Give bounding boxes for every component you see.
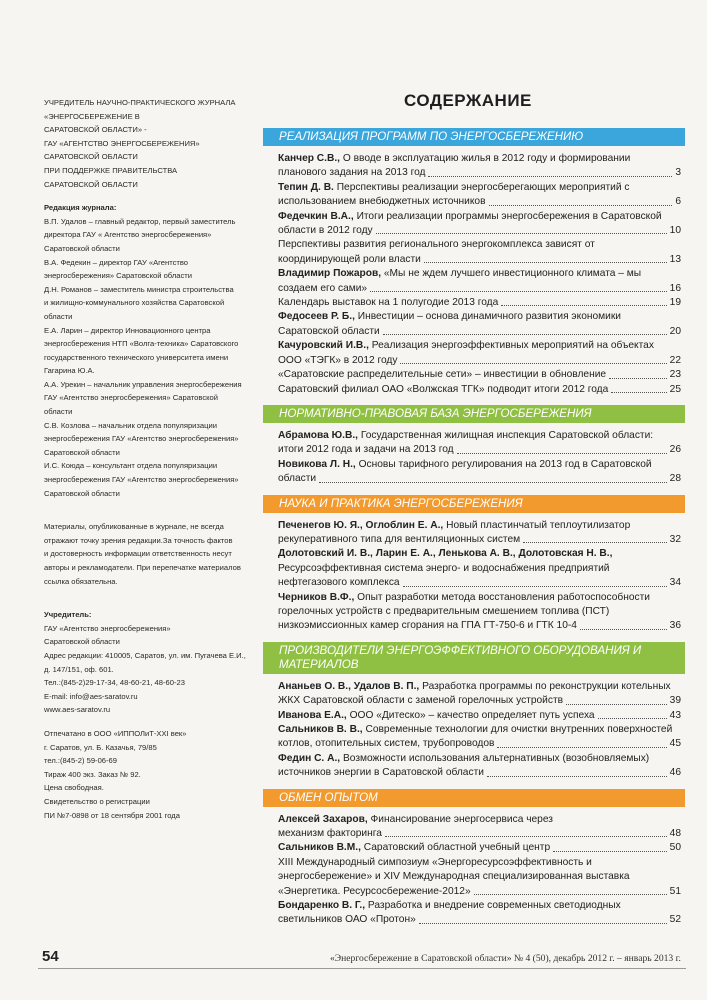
section-entries (263, 429, 685, 487)
print-line: г. Саратов, ул. Б. Казачья, 79/85 (44, 742, 157, 752)
toc-leader-dots (419, 923, 667, 924)
toc-entry-line[interactable] (278, 383, 681, 397)
founder-line: «ЭНЕРГОСБЕРЕЖЕНИЕ В (44, 111, 140, 121)
toc-entry-text: котлов, отопительных систем, трубопроводов (278, 738, 495, 750)
publisher-line: E-mail: info@aes-saratov.ru (44, 691, 138, 701)
toc-author: Абрамова Ю.В., (278, 429, 359, 441)
toc-page-number: 45 (669, 738, 681, 750)
toc-leader-dots (489, 205, 673, 206)
toc-leader-dots (598, 718, 667, 719)
editorial-line: Гагарина Ю.А. (44, 366, 95, 376)
editorial-line: Саратовской области (44, 447, 120, 457)
toc-page-number: 52 (669, 914, 681, 926)
toc-entry-line[interactable] (278, 282, 681, 296)
toc-entry-line[interactable] (278, 533, 681, 547)
toc-entry-text: использованием внебюджетных источников (278, 196, 486, 208)
toc-leader-dots (523, 542, 667, 543)
section-heading: НАУКА И ПРАКТИКА ЭНЕРГОСБЕРЕЖЕНИЯ (263, 495, 685, 513)
editorial-line: А.А. Урекин – начальник управления энергосбережения (44, 379, 242, 389)
disclaimer-line: ссылка обязательна. (44, 576, 118, 586)
toc-entry-text: ЖКХ Саратовской области с заменой горелочных устройств (278, 695, 564, 707)
toc-entry-text: Инвестиции – основа динамичного развития экономики (357, 311, 621, 323)
section-heading: НОРМАТИВНО-ПРАВОВАЯ БАЗА ЭНЕРГОСБЕРЕЖЕНИЯ (263, 405, 685, 423)
disclaimer-line: авторы и рекламодатели. При перепечатке материалов (44, 563, 241, 572)
toc-page-number: 6 (675, 196, 681, 208)
toc-author: Качуровский И.В., (278, 340, 369, 352)
toc-entry-line[interactable] (278, 547, 681, 576)
masthead-column (44, 96, 256, 822)
toc-entry-line[interactable] (278, 310, 681, 324)
toc-leader-dots (553, 851, 667, 852)
toc-page-number: 20 (669, 325, 681, 337)
toc-entry-line[interactable] (278, 267, 681, 281)
toc-entry-text: Итоги реализации программы энергосбережения в Саратовской (356, 210, 662, 222)
toc-entry-text: Разработка программы по реконструкции котельных (422, 680, 671, 692)
toc-entry-line[interactable] (278, 224, 681, 238)
toc-entry-text: Современные технологии для очистки внутренних поверхностей (365, 724, 673, 735)
toc-leader-dots (474, 894, 667, 895)
toc-leader-dots (580, 629, 667, 630)
editorial-line: директора ГАУ « Агентство энергосбережения» (44, 230, 212, 240)
editorial-line: ГАУ «Агентство энергосбережения» Саратовской (44, 393, 219, 403)
toc-entry-text: Ресурсоэффективная система энерго- и водоснабжения предприятий (278, 562, 610, 574)
section-entries (263, 813, 685, 928)
toc-leader-dots (385, 836, 667, 837)
toc-entry-text: Возможности использования альтернативных (возобновляемых) (342, 752, 650, 764)
toc-author: Бондаренко В. Г., (278, 900, 366, 912)
toc-page-number: 22 (669, 354, 681, 366)
toc-entry-text: горелочных устройств с предварительным смешением топлива (ПСТ) (278, 605, 610, 617)
toc-page-number: 3 (675, 167, 681, 179)
toc-author: Алексей Захаров, (278, 813, 368, 825)
publisher-line: ГАУ «Агентство энергосбережения» (44, 623, 171, 633)
toc-author: Ананьев О. В., Удалов В. П., (278, 680, 420, 692)
toc-author: Владимир Пожаров, (278, 268, 382, 280)
toc-entry-text: области в 2012 году (278, 225, 373, 237)
toc-page-number: 36 (669, 620, 681, 632)
editorial-line: энергосбережения» Саратовской области (44, 271, 192, 281)
editorial-heading: Редакция журнала: (44, 203, 117, 213)
toc-entry-line[interactable] (278, 766, 681, 780)
toc-entry-text: Календарь выставок на 1 полугодие 2013 года (278, 297, 499, 309)
toc-entry-text: «Мы не ждем лучшего инвестиционного климата – мы (383, 268, 642, 280)
toc-page-number: 34 (669, 577, 681, 589)
toc-entry-line[interactable] (278, 443, 681, 457)
founder-block (44, 96, 256, 191)
page-title: СОДЕРЖАНИЕ (404, 91, 532, 110)
toc-entry-line[interactable] (278, 458, 681, 472)
toc-entry-line[interactable] (278, 591, 681, 605)
toc-entry-line[interactable] (278, 181, 681, 195)
toc-entry-text: итоги 2012 года и задачи на 2013 год (278, 444, 454, 456)
toc-entry-text: Саратовский областной учебный центр (363, 842, 551, 854)
editorial-line: Е.А. Ларин – директор Инновационного центра (44, 325, 211, 335)
toc-page-number: 23 (669, 369, 681, 381)
toc-entry-text: создаем его сами» (278, 282, 368, 294)
toc-entry-text: ООО «ТЭГК» в 2012 году (278, 354, 398, 366)
editorial-board (44, 215, 256, 500)
publisher-line: Адрес редакции: 410005, Саратов, ул. им. Пугачева Е.И., (44, 650, 246, 660)
toc-entry-line[interactable] (278, 605, 681, 619)
section-heading: ПРОИЗВОДИТЕЛИ ЭНЕРГОЭФФЕКТИВНОГО ОБОРУДОВАНИЯ И МАТЕРИАЛОВ (263, 642, 685, 674)
toc-entry-text: Основы тарифного регулирования на 2013 год в Саратовской (358, 458, 652, 470)
toc-page-number: 46 (669, 767, 681, 779)
toc-entry-line[interactable] (278, 238, 681, 252)
toc-entry-line[interactable] (278, 519, 681, 533)
toc-author: Тепин Д. В. (278, 181, 334, 193)
founder-line: УЧРЕДИТЕЛЬ НАУЧНО-ПРАКТИЧЕСКОГО ЖУРНАЛА (44, 98, 236, 107)
toc-author: Печенегов Ю. Я., Оглоблин Е. А., (278, 519, 444, 531)
toc-entry-line[interactable] (278, 737, 681, 751)
toc-entry-line[interactable] (278, 813, 681, 827)
toc-entry-text: нефтегазового комплекса (278, 577, 400, 589)
toc-entry-line[interactable] (278, 253, 681, 267)
toc-entry-text: светильников ОАО «Протон» (278, 914, 416, 926)
toc-entry-line[interactable] (278, 354, 681, 368)
publisher-block (44, 622, 256, 717)
toc-entry-line[interactable] (278, 870, 681, 884)
toc-page-number: 43 (669, 709, 681, 721)
editorial-line: и жилищно-коммунального хозяйства Саратовской (44, 298, 225, 308)
toc-entry-text: Государственная жилищная инспекция Саратовской области: (360, 429, 654, 441)
founder-line: ПРИ ПОДДЕРЖКЕ ПРАВИТЕЛЬСТВА (44, 165, 178, 175)
toc-entry-text: планового задания на 2013 год (278, 167, 426, 179)
print-info-block (44, 727, 256, 822)
toc-page-number: 13 (669, 253, 681, 265)
toc-leader-dots (319, 482, 667, 483)
toc-entry-line[interactable] (278, 152, 681, 166)
toc-entry-text: «Энергетика. Ресурсосбережение-2012» (278, 885, 471, 897)
section-entries (263, 519, 685, 634)
disclaimer-block (44, 520, 256, 588)
founder-line: САРАТОВСКОЙ ОБЛАСТИ (44, 179, 138, 189)
toc-page-number: 48 (669, 828, 681, 840)
toc-entry-line[interactable] (278, 472, 681, 486)
editorial-line: государственного технического университета имени (44, 352, 229, 362)
toc-author: Иванова Е.А., (278, 709, 347, 721)
toc-page-number: 39 (669, 695, 681, 707)
toc-entry-line[interactable] (278, 680, 681, 694)
toc-leader-dots (376, 233, 667, 234)
disclaimer-line: и достоверность информации ответственность несут (44, 549, 232, 559)
editorial-line: Саратовской области (44, 488, 120, 498)
toc-leader-dots (611, 392, 666, 393)
toc-page-number: 26 (669, 444, 681, 456)
toc-entry-line[interactable] (278, 913, 681, 927)
toc-entry-text: XIII Международный симпозиум «Энергоресурсоэффективность и (278, 856, 592, 868)
editorial-line: Д.Н. Романов – заместитель министра строительства (44, 284, 234, 294)
toc-entry-text: «Саратовские распределительные сети» – инвестиции в обновление (278, 369, 607, 381)
toc-entry-line[interactable] (278, 827, 681, 841)
section-heading: РЕАЛИЗАЦИЯ ПРОГРАММ ПО ЭНЕРГОСБЕРЕЖЕНИЮ (263, 128, 685, 146)
toc-entry-text: Реализация энергоэффективных мероприятий на объектах (371, 340, 654, 352)
toc-entry-text: координирующей роли власти (278, 253, 421, 265)
toc-entry-line[interactable] (278, 856, 681, 870)
toc-leader-dots (400, 363, 666, 364)
toc-entry-text: области (278, 473, 317, 485)
toc-leader-dots (487, 776, 667, 777)
print-line: Цена свободная. (44, 783, 104, 793)
toc-entry-line[interactable] (278, 429, 681, 443)
toc-author: Черников В.Ф., (278, 591, 355, 603)
toc-entry-text: низкоэмиссионных камер сгорания на ГПА ГТ-750-6 и ГТК 10-4 (278, 620, 577, 632)
editorial-line: энергосбережения НТП «Волга-техника» Саратовского (44, 339, 239, 349)
page-number: 54 (42, 948, 59, 965)
toc-entry-line[interactable] (278, 694, 681, 708)
toc-page-number: 32 (669, 533, 681, 545)
publisher-line: д. 147/151, оф. 601. (44, 664, 114, 674)
editorial-line: области (44, 311, 73, 321)
toc-entry-text: рекуперативного типа для вентиляционных систем (278, 533, 521, 545)
print-line: ПИ №7-0898 от 18 сентября 2001 года (44, 810, 180, 820)
toc-page-number: 25 (669, 383, 681, 395)
toc-entry-text: Саратовский филиал ОАО «Волжская ТГК» подводит итоги 2012 года (278, 383, 609, 395)
toc-author: Долотовский И. В., Ларин Е. А., Ленькова А. В., Долотовская Н. В., (278, 548, 613, 560)
toc-entry-text: Новый пластинчатый теплоутилизатор (446, 519, 631, 531)
publisher-line: www.aes-saratov.ru (44, 705, 111, 715)
toc-author: Сальников В. В., (278, 724, 363, 735)
toc-entry-line[interactable] (278, 709, 681, 723)
disclaimer-line: Материалы, опубликованные в журнале, не всегда (44, 522, 224, 532)
toc-entry-line[interactable] (278, 368, 681, 382)
publisher-line: Тел.:(845-2)29-17-34, 48-60-21, 48-60-23 (44, 678, 185, 688)
print-line: Свидетельство о регистрации (44, 796, 150, 806)
toc-leader-dots (501, 305, 666, 306)
toc-entry-line[interactable] (278, 723, 681, 737)
toc-entry-text: Финансирование энергосервиса через (370, 813, 553, 825)
toc-entry-line[interactable] (278, 841, 681, 855)
toc-entry-line[interactable] (278, 619, 681, 633)
toc-author: Сальников В.М., (278, 842, 361, 854)
toc-entry-text: энергосбережение» и XIV Международная специализированная выставка (278, 871, 630, 883)
toc-author: Канчер С.В., (278, 153, 341, 164)
section-heading: ОБМЕН ОПЫТОМ (263, 789, 685, 807)
toc-leader-dots (383, 334, 667, 335)
footer-rule (38, 968, 686, 969)
disclaimer-line: отражают точку зрения редакции.За точность фактов (44, 535, 233, 545)
toc-author: Федин С. А., (278, 752, 341, 764)
toc-entry-line[interactable] (278, 210, 681, 224)
editorial-line: области (44, 407, 73, 417)
toc-entry-text: источников энергии в Саратовской области (278, 767, 484, 779)
journal-footer: «Энергосбережение в Саратовской области» № 4 (50), декабрь 2012 г. – январь 2013 г. (330, 953, 681, 964)
toc-leader-dots (609, 378, 667, 379)
toc-page-number: 10 (669, 225, 681, 237)
toc-entry-text: Разработка и внедрение современных светодиодных (367, 900, 621, 912)
toc-leader-dots (370, 291, 667, 292)
publisher-heading: Учредитель: (44, 610, 92, 620)
section-entries (263, 152, 685, 397)
toc-leader-dots (428, 176, 672, 177)
toc-page-number: 51 (669, 885, 681, 897)
toc-entry-line[interactable] (278, 195, 681, 209)
toc-entry-text: Саратовской области (278, 325, 380, 337)
print-line: Отпечатано в ООО «ИППОЛиТ-XXI век» (44, 728, 187, 738)
toc-entry-line[interactable] (278, 576, 681, 590)
editorial-line: энергосбережения ГАУ «Агентство энергосбережения» (44, 434, 239, 444)
toc-entry-text: О вводе в эксплуатацию жилья в 2012 году и формировании (342, 153, 631, 164)
editorial-line: Саратовской области (44, 243, 120, 253)
table-of-contents (263, 120, 685, 928)
toc-entry-text: Опыт разработки метода восстановления работоспособности (357, 591, 650, 603)
toc-entry-text: ООО «Дитеско» – качество определяет путь успеха (349, 709, 595, 721)
publisher-line: Саратовской области (44, 637, 120, 647)
print-line: тел.:(845-2) 59-06-69 (44, 756, 118, 766)
toc-page-number: 28 (669, 473, 681, 485)
print-line: Тираж 400 экз. Заказ № 92. (44, 769, 141, 779)
toc-entry-text: механизм факторинга (278, 828, 382, 840)
toc-author: Федечкин В.А., (278, 210, 354, 222)
founder-line: САРАТОВСКОЙ ОБЛАСТИ (44, 152, 138, 162)
toc-entry-line[interactable] (278, 296, 681, 310)
toc-page-number: 50 (669, 842, 681, 854)
editorial-line: В.П. Удалов – главный редактор, первый заместитель (44, 216, 236, 226)
editorial-line: энергосбережения ГАУ «Агентство энергосбережения» (44, 475, 239, 485)
founder-line: ГАУ «АГЕНТСТВО ЭНЕРГОСБЕРЕЖЕНИЯ» (44, 138, 200, 148)
editorial-line: В.А. Федекин – директор ГАУ «Агентство (44, 257, 189, 267)
toc-entry-line[interactable] (278, 339, 681, 353)
editorial-line: И.С. Коюда – консультант отдела популяризации (44, 461, 218, 471)
toc-leader-dots (403, 586, 667, 587)
toc-entry-line[interactable] (278, 899, 681, 913)
toc-entry-text: Перспективы развития регионального энергокомплекса зависят от (278, 239, 595, 251)
toc-leader-dots (457, 453, 667, 454)
toc-page-number: 16 (669, 282, 681, 294)
toc-entry-line[interactable] (278, 325, 681, 339)
founder-line: САРАТОВСКОЙ ОБЛАСТИ» - (44, 125, 147, 135)
section-entries (263, 680, 685, 781)
toc-author: Федосеев Р. Б., (278, 311, 355, 323)
toc-entry-line[interactable] (278, 885, 681, 899)
toc-leader-dots (497, 747, 666, 748)
editorial-line: С.В. Козлова – начальник отдела популяризации (44, 420, 217, 430)
toc-entry-text: Перспективы реализации энергосберегающих мероприятий с (336, 181, 630, 193)
toc-entry-line[interactable] (278, 752, 681, 766)
toc-entry-line[interactable] (278, 166, 681, 180)
toc-author: Новикова Л. Н., (278, 458, 356, 470)
toc-leader-dots (424, 262, 667, 263)
toc-page-number: 19 (669, 297, 681, 309)
toc-leader-dots (566, 704, 667, 705)
